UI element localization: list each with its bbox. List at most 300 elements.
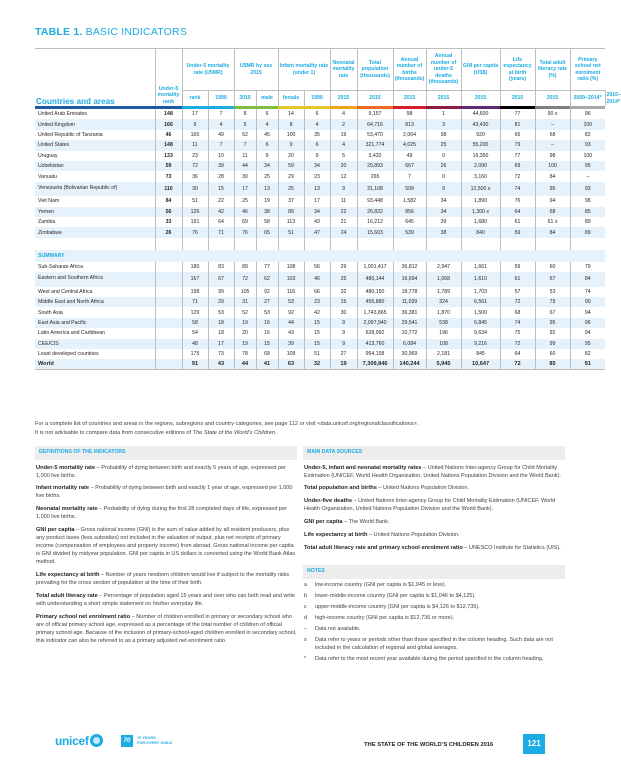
country-name: Uruguay [38, 152, 58, 159]
value-cell: 15 [256, 339, 278, 349]
value-cell: 85 [535, 359, 570, 369]
value-cell: 4,025 [393, 140, 426, 150]
anniversary-logo [121, 735, 172, 747]
value-cell: 0 [426, 151, 461, 161]
value-cell: 103 [278, 272, 304, 287]
note-text: upper-middle-income country (GNI per capita is $4,126 to $12,735). [315, 603, 480, 610]
value-cell: 3,432 [357, 151, 393, 161]
value-cell: 98 [426, 130, 461, 140]
table-row [35, 349, 605, 359]
source-term: GNI per capita [304, 519, 343, 526]
value-cell: 10,647 [461, 359, 500, 369]
country-name: West and Central Africa [38, 288, 93, 295]
summary-heading: SUMMARY [35, 250, 605, 262]
definition-text: – Probability of dying between birth and exactly 1 year of age, expressed per 1,000 live births. [36, 485, 293, 500]
value-cell: 4 [304, 119, 330, 129]
gni-header: GNI per capita (US$) [461, 49, 500, 91]
sources-heading: MAIN DATA SOURCES [303, 446, 565, 460]
value-cell: 84 [570, 272, 605, 287]
country-header: Countries and areas [35, 49, 155, 107]
value-cell: 91 [182, 359, 208, 369]
value-cell: 2,947 [426, 262, 461, 272]
value-cell: 36,381 [393, 307, 426, 317]
u5mr-header: Under-5 mortality rate (U5MR) [182, 49, 234, 91]
table-row [35, 151, 605, 161]
definition-text: – Probability of dying between birth and exactly 5 years of age, expressed per 1,000 live births. [36, 464, 286, 479]
note-symbol: – [304, 625, 308, 632]
table-row [35, 109, 605, 119]
value-cell: 321,774 [357, 140, 393, 150]
value-cell: 4 [330, 140, 357, 150]
value-cell: 99 [208, 287, 234, 297]
value-cell: 140,244 [393, 359, 426, 369]
value-cell: 16 [256, 318, 278, 328]
value-cell: 72 [500, 297, 535, 307]
country-name: Middle East and North Africa [35, 297, 155, 307]
value-cell: 92 [535, 328, 570, 338]
value-cell: 196 [426, 328, 461, 338]
imr-header: Infant mortality rate (under 1) [278, 49, 330, 91]
notes-heading: NOTES [303, 565, 565, 579]
value-cell: 76 [500, 196, 535, 206]
value-cell: 77 [256, 262, 278, 272]
value-cell: 92 [256, 287, 278, 297]
note-item [303, 626, 565, 634]
value-cell: 1,300 x [461, 207, 500, 217]
country-name: Zimbabwe [35, 227, 155, 237]
header-row-groups [35, 49, 605, 91]
note-symbol: a [304, 581, 308, 588]
value-cell: 29 [330, 262, 357, 272]
value-cell: 74 [570, 287, 605, 297]
source-text: – United Nations Population Division. [367, 532, 460, 539]
value-cell: 66 [304, 287, 330, 297]
rank-cell: 26 [155, 227, 182, 237]
value-cell: 72 [500, 171, 535, 181]
definition-item [35, 592, 297, 609]
value-cell: 9,157 [357, 109, 393, 119]
value-cell: 9 [256, 151, 278, 161]
value-cell: 1,001,417 [357, 262, 393, 272]
value-cell: 29 [208, 297, 234, 307]
value-cell: 15 [208, 182, 234, 197]
value-cell: 36 [182, 171, 208, 181]
value-cell: 29,541 [393, 318, 426, 328]
value-cell: 30 [234, 171, 256, 181]
value-cell: 9,216 [461, 339, 500, 349]
value-cell: 37 [278, 196, 304, 206]
value-cell: 23 [304, 171, 330, 181]
value-cell: 95 [535, 318, 570, 328]
value-cell: 55,200 [461, 140, 500, 150]
value-cell: 25 [426, 140, 461, 150]
value-cell: 8 [278, 119, 304, 129]
unicef-globe-icon [90, 734, 103, 747]
value-cell: 45 [256, 130, 278, 140]
value-cell: 13 [304, 182, 330, 197]
table-row [35, 196, 605, 206]
subheader-cell: 2015 [500, 91, 535, 107]
value-cell: 7,309,846 [357, 359, 393, 369]
subheader-cell: 1990 [208, 91, 234, 107]
value-cell: 68 [500, 307, 535, 317]
value-cell: 30,969 [393, 349, 426, 359]
value-cell: 11 [182, 140, 208, 150]
value-cell: 47 [304, 227, 330, 237]
value-cell: 48 [182, 339, 208, 349]
value-cell: 94 [535, 196, 570, 206]
definitions-heading: DEFINITIONS OF THE INDICATORS [35, 446, 297, 460]
value-cell: 42 [304, 307, 330, 317]
value-cell: 14 [278, 109, 304, 119]
table-row [35, 297, 605, 307]
value-cell: 34 [304, 207, 330, 217]
value-cell: 93 [570, 140, 605, 150]
value-cell: 2,181 [426, 349, 461, 359]
source-term: Total adult literacy rate and primary school enrolment ratio [304, 545, 463, 552]
subheader-cell: 2015 [234, 91, 256, 107]
value-cell: 75 [500, 328, 535, 338]
value-cell: 1,890 [461, 196, 500, 206]
country-name: Zambia [38, 219, 56, 226]
note-text: low-income country (GNI per capita is $1,045 or less). [315, 581, 447, 588]
rank-cell: 166 [155, 119, 182, 129]
note-text: Data not available. [315, 625, 361, 632]
value-cell: 34 [426, 207, 461, 217]
value-cell: 32 [330, 287, 357, 297]
country-name: Vanuatu [38, 173, 57, 180]
value-cell: 9 [330, 318, 357, 328]
note-symbol: * [304, 655, 307, 662]
table-row [35, 339, 605, 349]
source-item [303, 531, 565, 540]
source-text: – UNESCO Institute for Statistics (UIS). [462, 545, 561, 552]
value-cell: 53 [278, 297, 304, 307]
note-symbol: c [304, 603, 307, 610]
value-cell: 17 [234, 182, 256, 197]
value-cell: 1,068 [426, 272, 461, 287]
note-item [303, 615, 565, 623]
rank-cell [155, 272, 182, 287]
value-cell: 840 [461, 227, 500, 237]
value-cell: 11 [330, 196, 357, 206]
value-cell: 56 [304, 262, 330, 272]
value-cell: 22 [330, 207, 357, 217]
value-cell: 175 [182, 349, 208, 359]
value-cell: 84 [535, 171, 570, 181]
value-cell: 7 [208, 109, 234, 119]
rank-cell [155, 262, 182, 272]
value-cell: 89 [278, 207, 304, 217]
country-name: Sub-Saharan Africa [38, 263, 83, 270]
value-cell: 12 [330, 171, 357, 181]
definition-item [35, 464, 297, 481]
table-row [35, 307, 605, 317]
table-number: TABLE 1. [35, 26, 83, 38]
value-cell: 38 [256, 207, 278, 217]
country-name: Latin America and Caribbean [38, 330, 105, 337]
value-cell: 41 [256, 359, 278, 369]
value-cell: 43,430 [461, 119, 500, 129]
value-cell: 42 [208, 207, 234, 217]
value-cell: 954,158 [357, 349, 393, 359]
population-header: Total population (thousands) [357, 49, 393, 91]
value-cell: 98 [535, 151, 570, 161]
definition-item [35, 484, 297, 501]
value-cell: 79 [570, 262, 605, 272]
footnote-classification: For a complete list of countries and areas in the regions, subregions and country categories, see page 112 or visit <data.unicef.org/regionalclassifications>. [35, 421, 419, 427]
value-cell: 6,845 [461, 318, 500, 328]
value-cell: 61 [500, 217, 535, 227]
value-cell: 52 [234, 130, 256, 140]
value-cell: 67 [208, 272, 234, 287]
value-cell: 599 [393, 182, 426, 197]
page-number: 121 [523, 734, 545, 754]
subheader-cell: 2015 [330, 91, 357, 107]
value-cell: 43 [278, 328, 304, 338]
value-cell: 667 [393, 161, 426, 171]
value-cell: 84 [535, 227, 570, 237]
country-name: United Republic of Tanzania [38, 131, 103, 138]
definition-item [35, 526, 297, 567]
value-cell: 813 [393, 119, 426, 129]
u5-deaths-header: Annual number of under-5 deaths (thousands) [426, 49, 461, 91]
value-cell: 9,634 [461, 328, 500, 338]
value-cell: 62 [256, 272, 278, 287]
rank-cell: 59 [155, 161, 182, 171]
rank-cell: 46 [155, 130, 182, 140]
summary-heading-row [35, 250, 605, 262]
source-term: Total population and births [304, 485, 377, 492]
value-cell: 51 [304, 349, 330, 359]
value-cell: 25 [256, 171, 278, 181]
value-cell: 63 [278, 359, 304, 369]
value-cell: 5,945 [426, 359, 461, 369]
value-cell: 54 [182, 328, 208, 338]
value-cell: 100 [570, 151, 605, 161]
definition-term: Total adult literacy rate [36, 593, 98, 600]
anniversary-line-2: FOR EVERY CHILD [137, 740, 173, 745]
value-cell: 17 [208, 339, 234, 349]
subheader-cell: female [278, 91, 304, 107]
value-cell: 3 [426, 119, 461, 129]
table-footnote [35, 420, 418, 437]
source-item [303, 484, 565, 493]
value-cell: 0 [426, 171, 461, 181]
value-cell: 17 [182, 109, 208, 119]
value-cell: 98 [393, 109, 426, 119]
value-cell: 5 [234, 119, 256, 129]
value-cell: 32 [304, 359, 330, 369]
value-cell: 100 [570, 119, 605, 129]
definition-term: Neonatal mortality rate [36, 506, 98, 513]
value-cell: 51 [278, 227, 304, 237]
value-cell: 94 [570, 307, 605, 317]
table-row [35, 140, 605, 150]
value-cell: 6,561 [461, 297, 500, 307]
rank-cell: 84 [155, 196, 182, 206]
value-cell: 108 [426, 339, 461, 349]
value-cell: 52 [234, 307, 256, 317]
value-cell: 1,661 [461, 262, 500, 272]
country-name: Venezuela (Bolivarian Republic of) [35, 182, 155, 197]
source-term: Life expectancy at birth [304, 532, 368, 539]
value-cell: 4 [208, 119, 234, 129]
table-row [35, 272, 605, 287]
subheader-cell: 2015 [535, 91, 570, 107]
source-item [303, 497, 565, 514]
value-cell: 19 [256, 196, 278, 206]
value-cell: 64 [208, 217, 234, 227]
value-cell: 105 [234, 287, 256, 297]
value-cell: 9 [330, 328, 357, 338]
table-row [35, 262, 605, 272]
definition-text: – Probability of dying during the first 28 completed days of life, expressed per 1,000 live births. [36, 506, 287, 521]
definition-item [35, 613, 297, 646]
value-cell: 2,090 [461, 161, 500, 171]
value-cell: 72 [500, 359, 535, 369]
value-cell: – [535, 140, 570, 150]
value-cell: 18,778 [393, 287, 426, 297]
table-row [35, 130, 605, 140]
value-cell: 43 [304, 217, 330, 227]
value-cell: 34 [256, 161, 278, 171]
value-cell: 2,097,940 [357, 318, 393, 328]
value-cell: 59 [500, 262, 535, 272]
table-row [35, 217, 605, 227]
value-cell: 66 [500, 130, 535, 140]
value-cell: 2,064 [393, 130, 426, 140]
value-cell: 18 [208, 328, 234, 338]
value-cell: 74 [500, 182, 535, 197]
value-cell: 25 [234, 196, 256, 206]
table-row [35, 182, 605, 197]
subheader-cell: 2015 [393, 91, 426, 107]
value-cell: 18 [208, 318, 234, 328]
definition-term: Under-5 mortality rate [36, 464, 96, 471]
rank-cell: 73 [155, 171, 182, 181]
footnote-comparison: It is not advisable to compare data from consecutive editions of The State of the World’s Children. [35, 429, 277, 436]
value-cell: 167 [182, 272, 208, 287]
value-cell: 82 [570, 130, 605, 140]
value-cell: 16,350 [461, 151, 500, 161]
literacy-header: Total adult literacy rate (%) [535, 49, 570, 91]
value-cell: 44 [278, 318, 304, 328]
table-name: BASIC INDICATORS [85, 26, 188, 38]
value-cell: 8 [234, 109, 256, 119]
rank-cell: 33 [155, 217, 182, 227]
note-item [303, 637, 565, 653]
value-cell: 98 [570, 196, 605, 206]
note-text: Data refer to the most recent year available during the period specified in the column heading. [315, 655, 544, 662]
subheader-cell: 2015 [426, 91, 461, 107]
country-name: World [35, 359, 155, 369]
seventy-years-icon: 70 [121, 735, 133, 747]
value-cell: 61 [500, 272, 535, 287]
value-cell: 480,144 [357, 272, 393, 287]
value-cell: 19 [234, 339, 256, 349]
rank-cell: 110 [155, 182, 182, 197]
value-cell: 645 [393, 217, 426, 227]
value-cell: 9 [304, 151, 330, 161]
source-text: – United Nations Inter-agency Group for Child Mortality Estimation (UNICEF, World Health Organization, United Nations Population Division and the World Bank). [304, 464, 561, 479]
value-cell: 100 [278, 130, 304, 140]
value-cell: 1,789 [426, 287, 461, 297]
value-cell: 17 [304, 196, 330, 206]
value-cell: 9 [330, 182, 357, 197]
table-row [35, 119, 605, 129]
value-cell: 165 [182, 130, 208, 140]
value-cell: 1,870 [426, 307, 461, 317]
value-cell: 1,743,865 [357, 307, 393, 317]
value-cell: 180 [182, 262, 208, 272]
value-cell: 65 [256, 227, 278, 237]
value-cell: 23 [182, 151, 208, 161]
value-cell: 39 [426, 217, 461, 227]
nmr-header: Neonatal mortality rate [330, 49, 357, 91]
rank-cell [155, 287, 182, 297]
country-name: South Asia [38, 309, 63, 316]
value-cell: 1,500 [461, 307, 500, 317]
value-cell: 64 [500, 207, 535, 217]
basic-indicators-table [35, 48, 621, 370]
value-cell: 26 [426, 161, 461, 171]
rank-cell [155, 359, 182, 369]
value-cell: 11 [234, 151, 256, 161]
country-name: Yemen [35, 207, 155, 217]
value-cell: 12,500 x [461, 182, 500, 197]
value-cell: 53 [535, 287, 570, 297]
value-cell: 16,212 [357, 217, 393, 227]
value-cell: 113 [278, 217, 304, 227]
value-cell: 3,160 [461, 171, 500, 181]
rank-cell [155, 328, 182, 338]
table-row [35, 328, 605, 338]
value-cell: 77 [500, 109, 535, 119]
definition-term: Infant mortality rate [36, 485, 90, 492]
value-cell: – [570, 171, 605, 181]
definition-text: – Number of years newborn children would live if subject to the mortality risks prevailing for the cross section of population at the time of their birth. [36, 572, 290, 587]
value-cell: 9 [278, 140, 304, 150]
value-cell: 76 [234, 227, 256, 237]
value-cell: 13 [256, 182, 278, 197]
table-row [35, 318, 605, 328]
value-cell: 23 [304, 297, 330, 307]
table-row [35, 227, 605, 237]
enrolment-header: Primary school net enrolment ratio (%) [570, 49, 605, 91]
value-cell: 94 [570, 328, 605, 338]
value-cell: 35 [304, 130, 330, 140]
rank-cell: 148 [155, 109, 182, 119]
value-cell: 90 x [535, 109, 570, 119]
definition-item [35, 571, 297, 588]
value-cell: 89 [234, 262, 256, 272]
value-cell: 15 [304, 318, 330, 328]
rank-cell [155, 318, 182, 328]
value-cell: 92 [278, 307, 304, 317]
note-symbol: x [304, 636, 307, 643]
value-cell: 60 [535, 262, 570, 272]
value-cell: 77 [500, 151, 535, 161]
value-cell: 60 [535, 349, 570, 359]
value-cell: 82 [570, 349, 605, 359]
value-cell: 108 [278, 262, 304, 272]
value-cell: 6,084 [393, 339, 426, 349]
value-cell: 58 [182, 318, 208, 328]
value-cell: 69 [500, 161, 535, 171]
source-text: – United Nations Inter-agency Group for Child Mortality Estimation (UNICEF, World Health Organization, United Nations Population Division and the World Bank). [304, 498, 556, 513]
value-cell: 21 [330, 217, 357, 227]
